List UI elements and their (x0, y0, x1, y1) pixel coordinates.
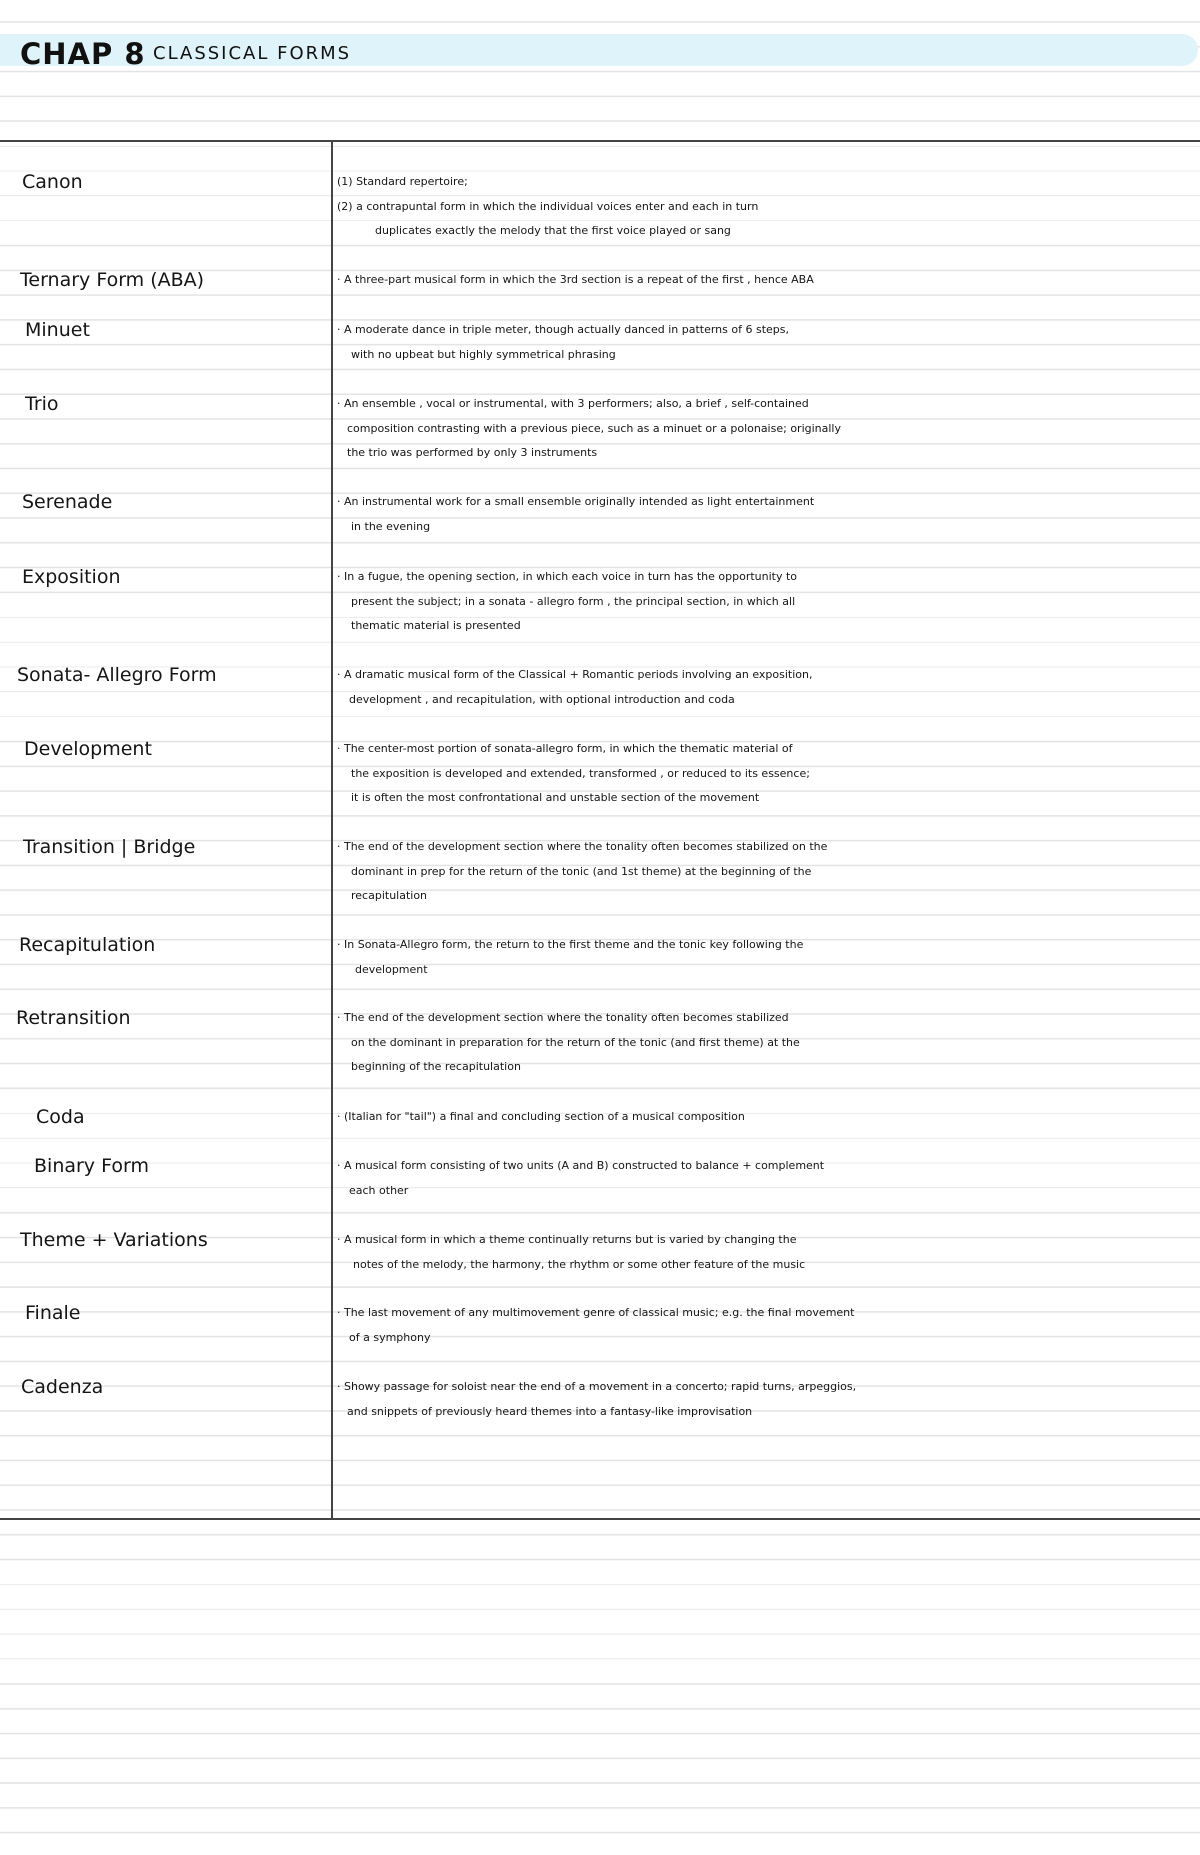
definition-cadenza (337, 1375, 1197, 1424)
definition-line: · A three-part musical form in which the 3rd section is a repeat of the first , hence ABA (337, 273, 814, 286)
term-minuet: Minuet (25, 319, 90, 341)
definition-line: · The end of the development section where the tonality often becomes stabilized on the (337, 840, 828, 853)
definition-line: · The last movement of any multimovement genre of classical music; e.g. the final movement (337, 1306, 855, 1319)
definition-line: the exposition is developed and extended, transformed , or reduced to its essence; (351, 766, 810, 780)
definition-line: and snippets of previously heard themes into a fantasy-like improvisation (347, 1404, 753, 1418)
definition-line: composition contrasting with a previous piece, such as a minuet or a polonaise; originally (347, 421, 842, 435)
term-trio: Trio (25, 393, 59, 415)
term-coda: Coda (36, 1106, 85, 1128)
definition-binary-form (337, 1154, 1197, 1203)
definition-line: · A dramatic musical form of the Classical + Romantic periods involving an exposition, (337, 668, 813, 681)
definition-line: beginning of the recapitulation (351, 1060, 521, 1074)
table-bottom-rule (0, 1518, 1200, 1520)
definition-recapitulation (337, 933, 1197, 982)
definition-retransition (337, 1006, 1197, 1080)
definition-line: · A musical form consisting of two units (A and B) constructed to balance + complement (337, 1159, 825, 1172)
term-binary-form: Binary Form (34, 1155, 149, 1177)
definition-line: · A moderate dance in triple meter, though actually danced in patterns of 6 steps, (337, 323, 789, 336)
definition-line: duplicates exactly the melody that the first voice played or sang (375, 224, 731, 238)
term-development: Development (24, 738, 152, 760)
definition-line: on the dominant in preparation for the return of the tonic (and first theme) at the (351, 1035, 800, 1049)
definition-line: each other (349, 1183, 409, 1197)
definition-line: · (Italian for "tail") a final and concluding section of a musical composition (337, 1110, 745, 1123)
definition-line: · The center-most portion of sonata-allegro form, in which the thematic material of (337, 742, 793, 755)
definition-line: · In a fugue, the opening section, in which each voice in turn has the opportunity to (337, 570, 798, 583)
definition-coda (337, 1105, 1197, 1130)
definition-line: of a symphony (349, 1330, 431, 1344)
definition-line: in the evening (351, 519, 431, 533)
definition-line: (2) a contrapuntal form in which the individual voices enter and each in turn (337, 199, 759, 213)
definition-line: · An ensemble , vocal or instrumental, with 3 performers; also, a brief , self-contained (337, 397, 809, 410)
definition-line: thematic material is presented (351, 619, 521, 633)
definition-finale (337, 1301, 1197, 1350)
term-recapitulation: Recapitulation (19, 934, 156, 956)
definition-minuet (337, 318, 1197, 367)
page-title: CLASSICAL FORMS (153, 43, 352, 64)
term-sonata-allegro-form: Sonata- Allegro Form (17, 664, 217, 686)
definition-line: recapitulation (351, 889, 428, 903)
definition-transition-bridge (337, 835, 1197, 909)
definition-line: present the subject; in a sonata - allegro form , the principal section, in which all (351, 594, 796, 608)
definition-line: · An instrumental work for a small ensemble originally intended as light entertainment (337, 495, 815, 508)
term-ternary-form: Ternary Form (ABA) (20, 269, 205, 291)
chapter-label: CHAP 8 (20, 37, 146, 71)
definition-serenade (337, 490, 1197, 539)
term-theme-variations: Theme + Variations (20, 1229, 208, 1251)
term-exposition: Exposition (22, 566, 121, 588)
term-retransition: Retransition (16, 1007, 131, 1029)
definition-ternary-form (337, 268, 1197, 293)
term-serenade: Serenade (22, 491, 113, 513)
definition-line: it is often the most confrontational and unstable section of the movement (351, 791, 760, 805)
definition-line: (1) Standard repertoire; (337, 175, 468, 188)
definition-line: the trio was performed by only 3 instruments (347, 446, 598, 460)
definition-development (337, 737, 1197, 811)
definition-exposition (337, 565, 1197, 639)
table-top-rule (0, 140, 1200, 142)
definition-sonata-allegro-form (337, 663, 1197, 712)
definition-line: dominant in prep for the return of the tonic (and 1st theme) at the beginning of the (351, 864, 812, 878)
definition-canon (337, 170, 1197, 244)
definition-theme-variations (337, 1228, 1197, 1277)
definition-line: · The end of the development section where the tonality often becomes stabilized (337, 1011, 789, 1024)
definition-line: with no upbeat but highly symmetrical phrasing (351, 347, 616, 361)
term-finale: Finale (25, 1302, 81, 1324)
definition-line: notes of the melody, the harmony, the rhythm or some other feature of the music (353, 1257, 806, 1271)
term-canon: Canon (22, 171, 83, 193)
definition-trio (337, 392, 1197, 466)
column-divider (331, 140, 333, 1519)
term-transition-bridge: Transition | Bridge (23, 836, 196, 858)
definition-line: development , and recapitulation, with optional introduction and coda (349, 692, 735, 706)
term-cadenza: Cadenza (21, 1376, 104, 1398)
definition-line: · A musical form in which a theme continually returns but is varied by changing the (337, 1233, 797, 1246)
definition-line: · Showy passage for soloist near the end of a movement in a concerto; rapid turns, arpeggios, (337, 1380, 857, 1393)
definition-line: · In Sonata-Allegro form, the return to the first theme and the tonic key following the (337, 938, 804, 951)
definition-line: development (355, 962, 428, 976)
